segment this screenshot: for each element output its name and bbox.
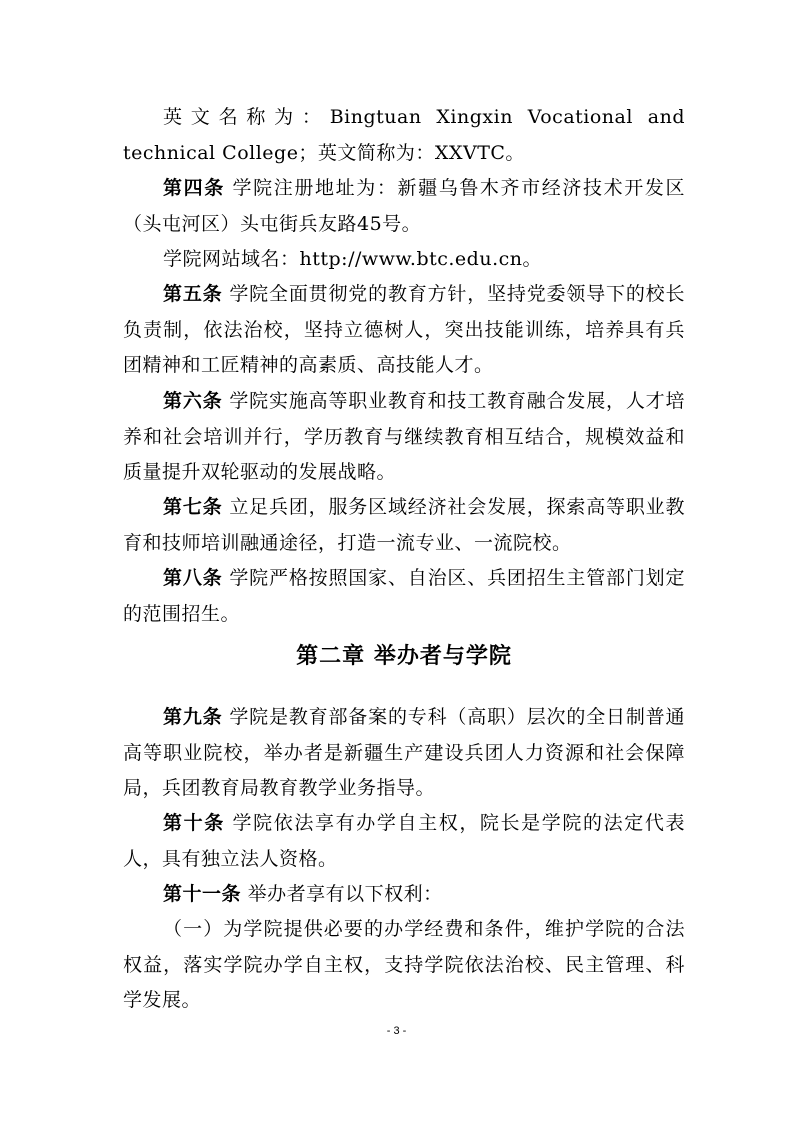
paragraph-text: 学院依法享有办学自主权，院长是学院的法定代表人，具有独立法人资格。: [123, 812, 685, 870]
article-number: 第八条: [163, 567, 223, 589]
paragraph-text: 学院网站域名：http://www.btc.edu.cn。: [163, 248, 542, 270]
paragraph-text: 学院实施高等职业教育和技工教育融合发展，人才培养和社会培训并行，学历教育与继续教育相互结合，规模效益和质量提升双轮驱动的发展战略。: [123, 390, 685, 483]
article-number: 第五条: [163, 283, 223, 305]
paragraph-text: 立足兵团，服务区域经济社会发展，探索高等职业教育和技师培训融通途径，打造一流专业、一流院校。: [123, 496, 685, 554]
paragraph-website: [123, 242, 685, 278]
article-9: [123, 700, 685, 807]
article-6: [123, 384, 685, 491]
article-4: [123, 171, 685, 242]
article-number: 第七条: [163, 496, 223, 518]
article-number: 第十条: [163, 812, 225, 834]
paragraph-text: 学院注册地址为：新疆乌鲁木齐市经济技术开发区（头屯河区）头屯街兵友路45号。: [123, 177, 685, 235]
paragraph-text: 学院严格按照国家、自治区、兵团招生主管部门划定的范围招生。: [123, 567, 685, 625]
article-10: [123, 806, 685, 877]
paragraph-text: 英文名称为：Bingtuan Xingxin Vocational and technical College；英文简称为：XXVTC。: [123, 106, 685, 164]
paragraph-text: （一）为学院提供必要的办学经费和条件，维护学院的合法权益，落实学院办学自主权，支持学院依法治校、民主管理、科学发展。: [123, 918, 685, 1011]
article-number: 第六条: [163, 390, 223, 412]
paragraph-text: 学院是教育部备案的专科（高职）层次的全日制普通高等职业院校，举办者是新疆生产建设兵团人力资源和社会保障局，兵团教育局教育教学业务指导。: [123, 706, 685, 799]
article-number: 第四条: [163, 177, 225, 199]
paragraph-english-name: [123, 100, 685, 171]
article-5: [123, 277, 685, 384]
article-number: 第九条: [163, 706, 223, 728]
article-8: [123, 561, 685, 632]
page-number: - 3 -: [386, 1025, 407, 1037]
paragraph-text: 举办者享有以下权利：: [247, 883, 443, 905]
article-7: [123, 490, 685, 561]
article-11: [123, 877, 685, 913]
paragraph-text: 学院全面贯彻党的教育方针，坚持党委领导下的校长负责制，依法治校，坚持立德树人，突出技能训练，培养具有兵团精神和工匠精神的高素质、高技能人才。: [123, 283, 685, 376]
paragraph-item-1: [123, 912, 685, 1019]
chapter-heading: 第二章 举办者与学院: [296, 644, 512, 669]
article-number: 第十一条: [163, 883, 242, 905]
